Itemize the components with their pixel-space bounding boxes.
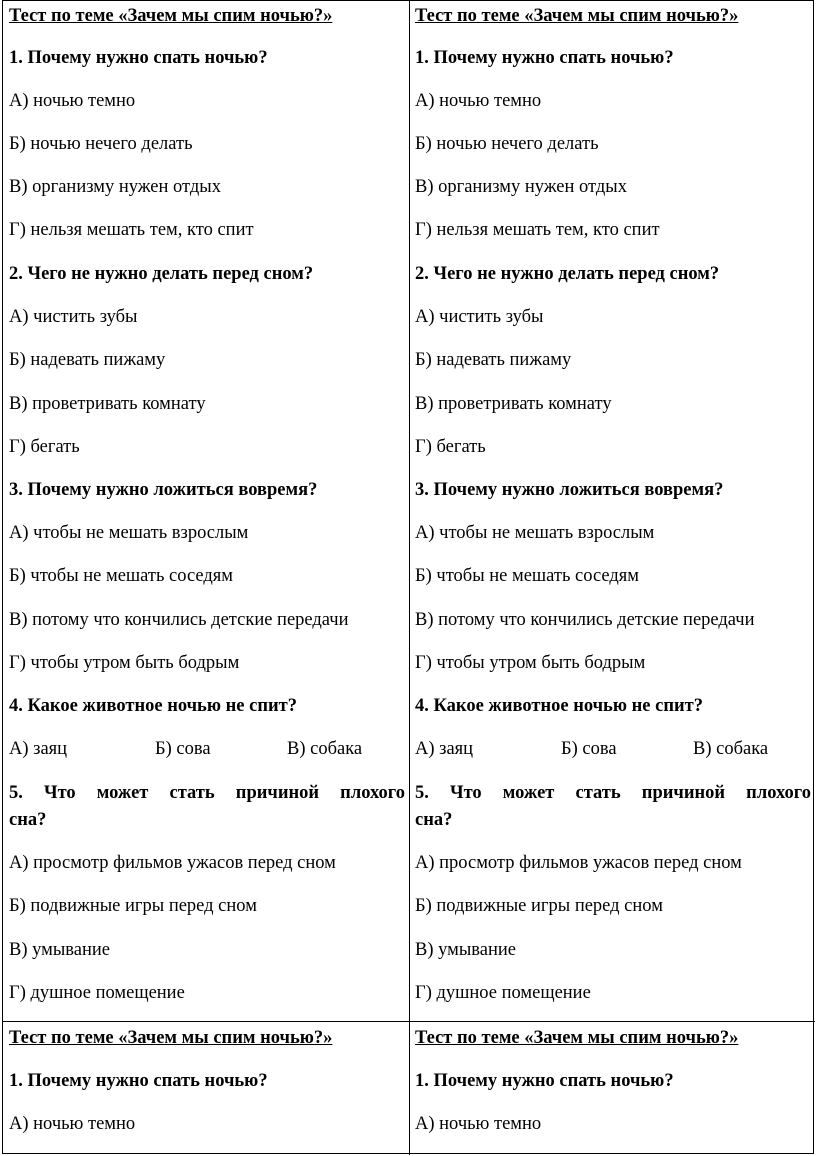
column-divider xyxy=(409,1,410,1155)
question-2: 2. Чего не нужно делать перед сном? xyxy=(415,264,720,284)
answer-option: А) ночью темно xyxy=(9,1114,136,1134)
answer-option: А) ночью темно xyxy=(415,91,542,111)
answer-option: Г) чтобы утром быть бодрым xyxy=(9,653,240,673)
answer-option: А) чистить зубы xyxy=(415,307,544,327)
answer-option: Г) бегать xyxy=(9,437,80,457)
question-2: 2. Чего не нужно делать перед сном? xyxy=(9,264,314,284)
answer-option: А) просмотр фильмов ужасов перед сном xyxy=(9,853,336,873)
answer-option: В) проветривать комнату xyxy=(415,394,612,414)
test-card-bottom-left xyxy=(9,1022,405,1154)
answer-option: Г) чтобы утром быть бодрым xyxy=(415,653,646,673)
question-4: 4. Какое животное ночью не спит? xyxy=(9,696,297,716)
question-5: 5. Что может стать причиной плохого xyxy=(9,783,405,803)
answer-option: Б) ночью нечего делать xyxy=(415,134,599,154)
answer-option: Б) надевать пижаму xyxy=(9,350,166,370)
answer-option: Г) душное помещение xyxy=(9,983,185,1003)
test-title: Тест по теме «Зачем мы спим ночью?» xyxy=(9,6,333,26)
answer-option: В) организму нужен отдых xyxy=(9,177,221,197)
answer-option: Б) подвижные игры перед сном xyxy=(9,896,257,916)
answer-option: Г) нельзя мешать тем, кто спит xyxy=(415,220,660,240)
answer-option: В) организму нужен отдых xyxy=(415,177,627,197)
answer-option: А) чистить зубы xyxy=(9,307,138,327)
question-4: 4. Какое животное ночью не спит? xyxy=(415,696,703,716)
question-5-continued: сна? xyxy=(415,810,453,830)
answer-option: В) умывание xyxy=(415,940,516,960)
test-card-top-left xyxy=(9,1,405,1021)
answer-option: Б) чтобы не мешать соседям xyxy=(9,566,234,586)
answer-option: В) потому что кончились детские передачи xyxy=(415,610,755,630)
question-1: 1. Почему нужно спать ночью? xyxy=(415,1071,674,1091)
answer-option: В) собака xyxy=(287,739,363,759)
answer-option: А) ночью темно xyxy=(9,91,136,111)
test-card-bottom-right xyxy=(415,1022,811,1154)
answer-option: В) собака xyxy=(693,739,769,759)
answer-option: В) умывание xyxy=(9,940,110,960)
answer-option: Г) нельзя мешать тем, кто спит xyxy=(9,220,254,240)
test-title: Тест по теме «Зачем мы спим ночью?» xyxy=(415,1028,739,1048)
answer-option: А) чтобы не мешать взрослым xyxy=(415,523,655,543)
question-5: 5. Что может стать причиной плохого xyxy=(415,783,811,803)
answer-option: Б) ночью нечего делать xyxy=(9,134,193,154)
test-title: Тест по теме «Зачем мы спим ночью?» xyxy=(415,6,739,26)
answer-option: А) ночью темно xyxy=(415,1114,542,1134)
answer-option: Б) сова xyxy=(155,739,211,759)
answer-option: Б) подвижные игры перед сном xyxy=(415,896,663,916)
question-5-continued: сна? xyxy=(9,810,47,830)
answer-option: Г) душное помещение xyxy=(415,983,591,1003)
test-card-top-right xyxy=(415,1,811,1021)
question-3: 3. Почему нужно ложиться вовремя? xyxy=(415,480,724,500)
answer-option: Г) бегать xyxy=(415,437,486,457)
test-sheet xyxy=(2,0,814,1154)
question-1: 1. Почему нужно спать ночью? xyxy=(9,48,268,68)
answer-option: А) просмотр фильмов ужасов перед сном xyxy=(415,853,742,873)
question-1: 1. Почему нужно спать ночью? xyxy=(415,48,674,68)
answer-option: В) потому что кончились детские передачи xyxy=(9,610,349,630)
answer-option: В) проветривать комнату xyxy=(9,394,206,414)
answer-option: Б) сова xyxy=(561,739,617,759)
question-3: 3. Почему нужно ложиться вовремя? xyxy=(9,480,318,500)
test-title: Тест по теме «Зачем мы спим ночью?» xyxy=(9,1028,333,1048)
answer-option: Б) надевать пижаму xyxy=(415,350,572,370)
answer-option: А) чтобы не мешать взрослым xyxy=(9,523,249,543)
answer-option: Б) чтобы не мешать соседям xyxy=(415,566,640,586)
answer-option: А) заяц xyxy=(415,739,474,759)
answer-option: А) заяц xyxy=(9,739,68,759)
question-1: 1. Почему нужно спать ночью? xyxy=(9,1071,268,1091)
